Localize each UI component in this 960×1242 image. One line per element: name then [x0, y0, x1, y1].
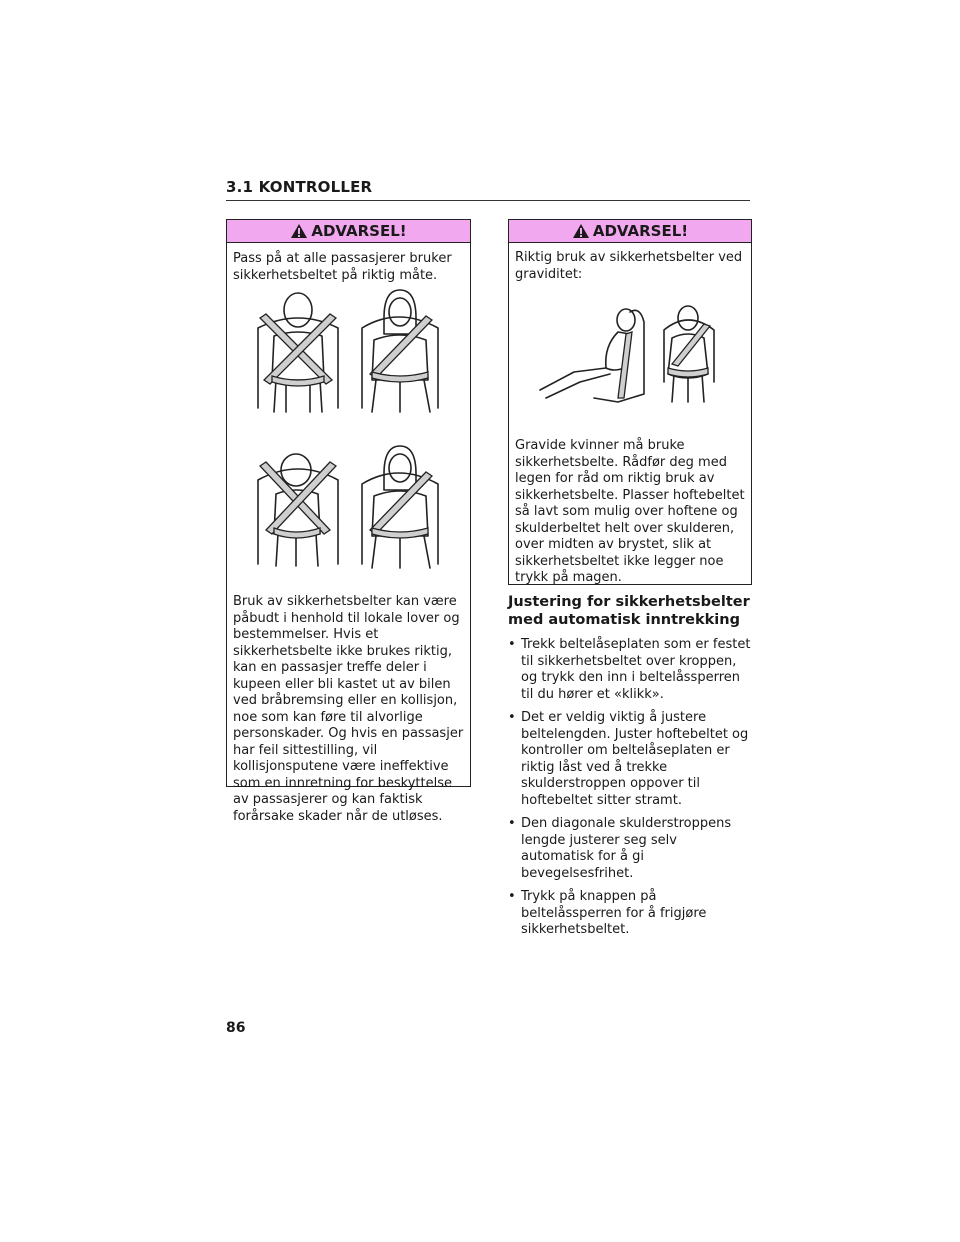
- illustration-child-belted: [258, 454, 338, 566]
- warning-header: [509, 220, 751, 243]
- list-item: • Den diagonale skulderstroppens lengde justerer seg selv automatisk for å gi bevegelsesfrihet.: [508, 816, 732, 881]
- warning-intro: Pass på at alle passasjerer bruker sikkerhetsbeltet på riktig måte.: [233, 251, 452, 283]
- warning-intro: Riktig bruk av sikkerhetsbelter ved graviditet:: [515, 250, 743, 282]
- illustration-woman-belted-2: [362, 446, 438, 568]
- warning-icon: [290, 223, 308, 239]
- section-header: [226, 178, 750, 201]
- list-item: • Trekk beltelåseplaten som er festet til sikkerhetsbeltet over kroppen, og trykk den inn i beltelåssperren til du hører et «klikk».: [508, 637, 751, 702]
- instruction-list: [508, 637, 752, 939]
- warning-title: ADVARSEL!: [592, 222, 689, 240]
- illustration-belted-occupants: [250, 288, 446, 570]
- bullet-marker: •: [508, 816, 516, 831]
- illustration-man-belted: [258, 293, 338, 412]
- seatbelt-adjustment-section: [508, 593, 752, 946]
- header-divider: [226, 200, 750, 201]
- warning-icon: [572, 223, 590, 239]
- bullet-marker: •: [508, 889, 516, 904]
- illustration-pregnant-side-view: [540, 309, 644, 402]
- bullet-marker: •: [508, 637, 516, 652]
- page-number: 86: [226, 1020, 246, 1036]
- illustration-woman-belted: [362, 290, 438, 412]
- warning-header: [227, 220, 470, 243]
- bullet-marker: •: [508, 710, 516, 725]
- illustration-pregnant-front-view: [664, 306, 714, 402]
- warning-body: Gravide kvinner må bruke sikkerhetsbelte. Rådfør deg med legen for råd om riktig bruk av sikkerhetsbelte. Plasser hoftebeltet så lavt som mulig over hoftene og skulderbeltet helt over skulderen, over midten av brystet, slik at sikkerhetsbeltet ikke legger noe trykk på magen.: [515, 438, 745, 585]
- list-item: • Trykk på knappen på beltelåssperren for å frigjøre sikkerhetsbeltet.: [508, 889, 707, 937]
- warning-title: ADVARSEL!: [311, 222, 407, 240]
- section-title: 3.1 KONTROLLER: [226, 178, 373, 196]
- illustration-pregnant-occupant: [534, 302, 724, 406]
- warning-body: Bruk av sikkerhetsbelter kan være påbudt i henhold til lokale lover og bestemmelser. Hvis et sikkerhetsbelte ikke brukes riktig, kan en passasjer treffe deler i kupeen eller bli kastet ut av bilen ved bråbremsing eller en kollisjon, noe som kan føre til alvorlige personskader. Og hvis en passasjer har feil sittestilling, vil kollisjonsputene være ineffektive som en innretning for beskyttelse av passasjerer og kan faktisk forårsake skader når de utløses.: [233, 594, 464, 824]
- list-item: • Det er veldig viktig å justere beltelengden. Juster hoftebeltet og kontroller om beltelåseplaten er riktig låst ved å trekke skulderstroppen oppover til hoftebeltet sitter stramt.: [508, 710, 749, 808]
- section-heading: Justering for sikkerhetsbelter med automatisk inntrekking: [508, 594, 750, 628]
